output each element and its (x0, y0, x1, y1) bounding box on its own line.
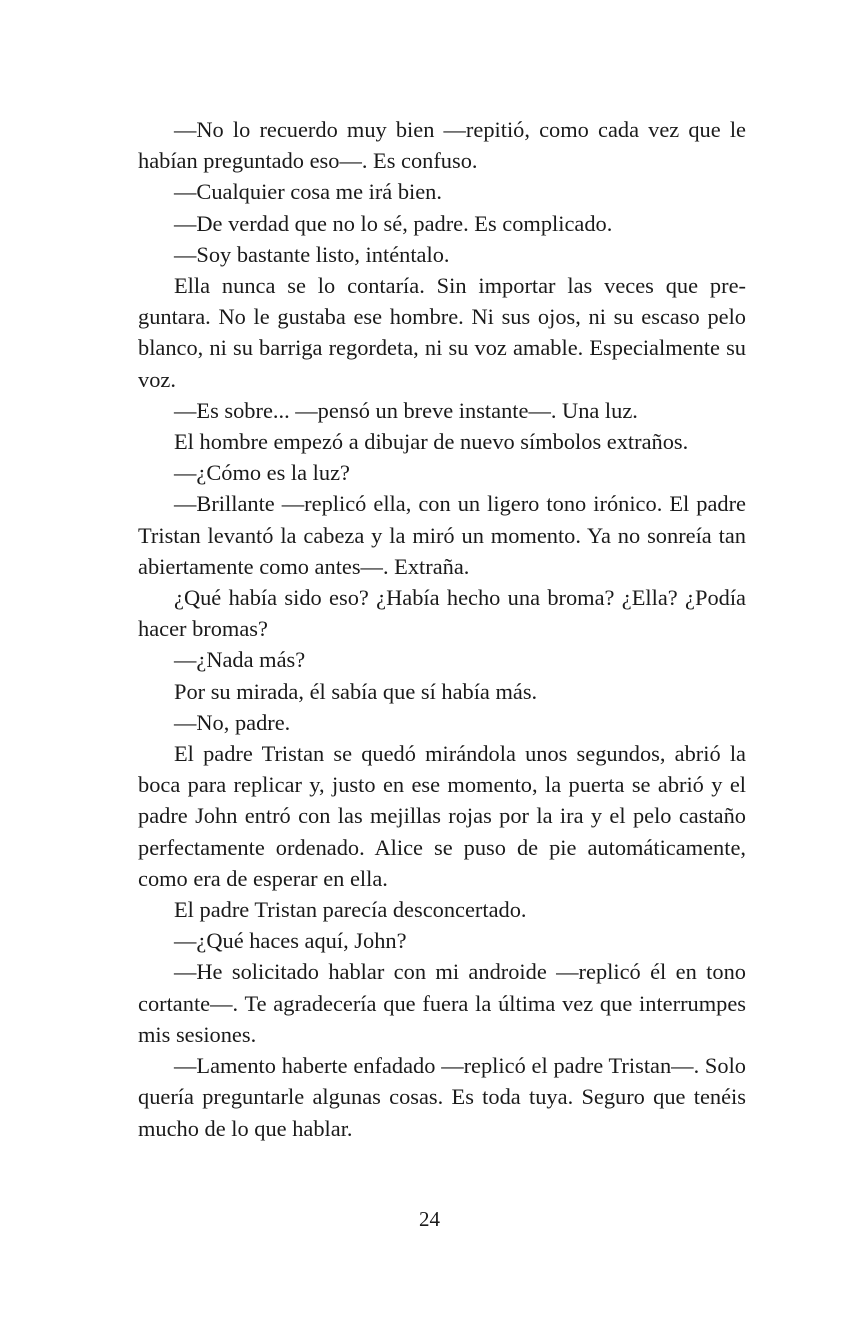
paragraph-1: —No lo recuerdo muy bien —repitió, como cada vez que le habían preguntado eso—. Es confuso. (138, 117, 746, 174)
paragraph-14: El padre Tristan se quedó mirándola unos segundos, abrió la boca para replicar y, justo en ese momento, la puerta se abrió y el padre John entró con las mejillas rojas por la ira y el pelo castaño perfectamente ordenado. Alice se puso de pie automáticamente, como era de esperar en ella. (138, 741, 746, 891)
paragraph-15: El padre Tristan parecía desconcertado. (174, 897, 527, 923)
paragraph-9: —Brillante —replicó ella, con un ligero tono irónico. El padre Tristan levantó la cabeza y la miró un momento. Ya no sonreía tan abiertamente como antes—. Extraña. (138, 491, 746, 579)
paragraph-8: —¿Cómo es la luz? (174, 460, 350, 486)
paragraph-12: Por su mirada, él sabía que sí había más. (174, 678, 538, 704)
paragraph-3: —De verdad que no lo sé, padre. Es complicado. (174, 210, 613, 236)
paragraph-6: —Es sobre... —pensó un breve instante—. Una luz. (174, 397, 638, 423)
paragraph-7: El hombre empezó a dibujar de nuevo símbolos extraños. (174, 429, 689, 455)
paragraph-16: —¿Qué haces aquí, John? (174, 928, 407, 954)
page-number: 24 (419, 1207, 440, 1231)
paragraph-4: —Soy bastante listo, inténtalo. (174, 241, 450, 267)
paragraph-13: —No, padre. (174, 709, 291, 735)
paragraph-2: —Cualquier cosa me irá bien. (174, 179, 442, 205)
paragraph-11: —¿Nada más? (174, 647, 306, 673)
paragraph-17: —He solicitado hablar con mi androide —replicó él en tono cortante—. Te agradecería que fuera la última vez que interrumpes mis sesiones. (138, 959, 746, 1047)
paragraph-18: —Lamento haberte enfadado —replicó el padre Tristan—. Solo quería preguntarle algunas cosas. Es toda tuya. Seguro que tenéis mucho de lo que hablar. (138, 1053, 746, 1141)
paragraph-10: ¿Qué había sido eso? ¿Había hecho una broma? ¿Ella? ¿Podía hacer bromas? (138, 585, 746, 642)
paragraph-5: Ella nunca se lo contaría. Sin importar las veces que preguntara. No le gustaba ese hombre. Ni sus ojos, ni su escaso pelo blanco, ni su barriga regordeta, ni su voz amable. Especialmente su voz. (138, 273, 746, 392)
body-text (138, 114, 746, 1144)
